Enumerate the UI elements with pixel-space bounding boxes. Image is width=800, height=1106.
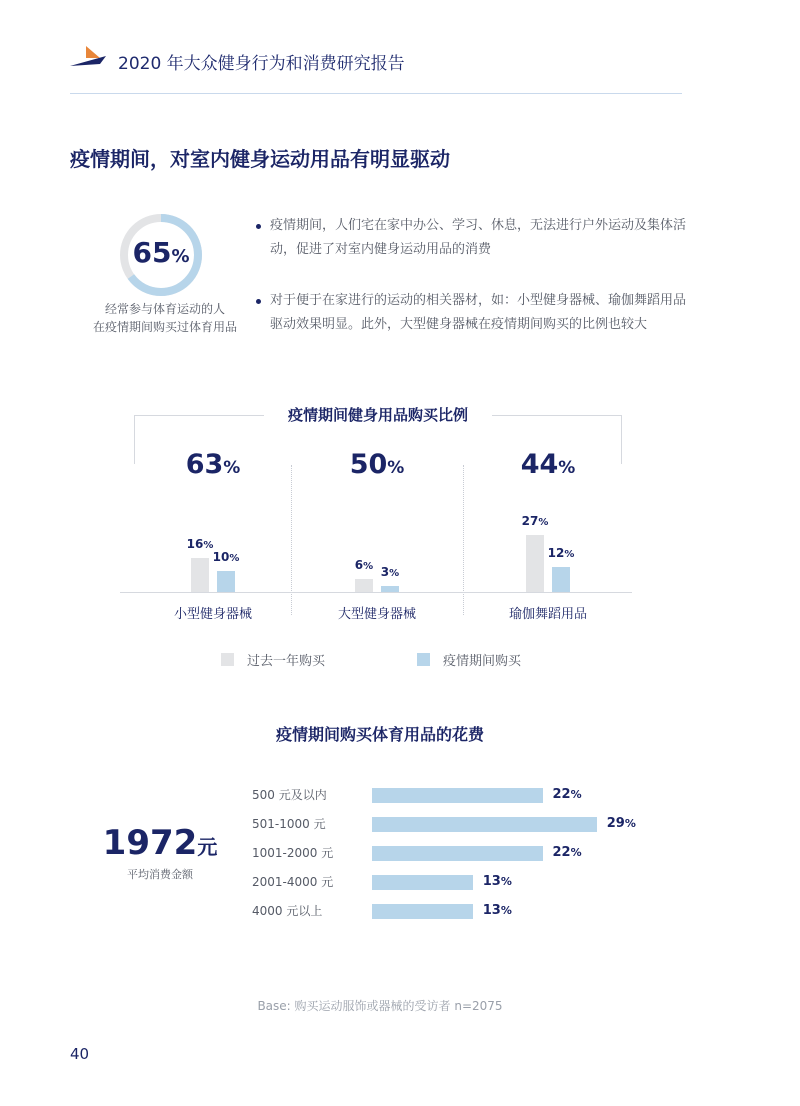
spend-range-label: 4000 元以上: [252, 904, 323, 918]
percent-unit: %: [389, 567, 400, 579]
percent-unit: %: [223, 458, 241, 478]
group-total: 50%: [349, 449, 405, 480]
bar-pandemic: [217, 571, 235, 592]
percent-unit: %: [624, 817, 636, 830]
bar-past-year: [526, 535, 544, 592]
header-divider: [70, 93, 682, 94]
bullet-dot-icon: [256, 299, 261, 304]
highlight-number: 65: [132, 236, 172, 269]
bar-value-label: 6%: [354, 558, 374, 573]
bar-value-label: 3%: [380, 564, 400, 579]
bullet-text: 疫情期间，人们宅在家中办公、学习、休息，无法进行户外运动及集体活动，促进了对室内健身运动用品的消费: [270, 218, 687, 257]
bar-value-label: 12%: [547, 545, 575, 560]
percent-unit: %: [570, 788, 582, 801]
legend-label-past-year: 过去一年购买: [247, 654, 326, 669]
bar-value-label: 27%: [521, 514, 549, 529]
legend-swatch-past-year: [221, 653, 234, 666]
percent-unit: %: [570, 846, 582, 859]
highlight-unit: %: [171, 246, 190, 267]
group-total: 63%: [185, 449, 241, 480]
spend-value-label: 29%: [606, 816, 636, 831]
average-spend: [90, 823, 230, 863]
bullet-item: [256, 214, 696, 262]
group-total: 44%: [520, 449, 576, 480]
report-title: 2020 年大众健身行为和消费研究报告: [118, 54, 405, 74]
section-title: 疫情期间，对室内健身运动用品有明显驱动: [70, 147, 450, 171]
bar-value-label: 16%: [186, 537, 214, 552]
average-spend-caption: 平均消费金额: [127, 868, 193, 881]
category-label: 瑜伽舞蹈用品: [508, 607, 587, 622]
spend-bar: [372, 846, 543, 861]
percent-unit: %: [203, 540, 214, 552]
percent-unit: %: [500, 875, 512, 888]
average-spend-unit: 元: [197, 835, 218, 859]
spend-range-label: 1001-2000 元: [252, 846, 334, 860]
bullet-list: [256, 214, 696, 364]
report-logo-icon: [70, 44, 110, 74]
legend-label-pandemic: 疫情期间购买: [443, 654, 522, 669]
percent-unit: %: [564, 548, 575, 560]
chart2-title: 疫情期间购买体育用品的花费: [275, 725, 484, 744]
bullet-item: [256, 289, 696, 337]
highlight-caption-line1: 经常参与体育运动的人: [104, 302, 225, 316]
bar-pandemic: [552, 567, 570, 592]
page-number: 40: [70, 1045, 90, 1063]
legend-swatch-pandemic: [417, 653, 430, 666]
spend-bar: [372, 875, 473, 890]
percent-unit: %: [500, 904, 512, 917]
percent-unit: %: [229, 553, 240, 564]
chart1-baseline: [120, 592, 632, 593]
bar-value-label: 10%: [212, 550, 240, 564]
category-label: 大型健身器械: [337, 607, 416, 622]
average-spend-number: 1972: [102, 823, 198, 863]
percent-unit: %: [538, 517, 549, 529]
base-note: Base: 购买运动服饰或器械的受访者 n=2075: [257, 999, 503, 1013]
spend-value-label: 13%: [482, 874, 512, 889]
percent-unit: %: [387, 458, 405, 478]
bar-past-year: [355, 579, 373, 592]
bullet-text: 对于便于在家进行的运动的相关器材，如：小型健身器械、瑜伽舞蹈用品驱动效果明显。此外，大型健身器械在疫情期间购买的比例也较大: [270, 293, 687, 332]
chart1-title: 疫情期间健身用品购买比例: [264, 404, 492, 425]
percent-unit: %: [363, 561, 374, 573]
highlight-caption-line2: 在疫情期间购买过体育用品: [92, 320, 237, 334]
spend-value-label: 13%: [482, 903, 512, 918]
spend-range-label: 500 元及以内: [252, 788, 327, 802]
spend-value-label: 22%: [552, 787, 582, 802]
percent-unit: %: [558, 458, 576, 478]
category-label: 小型健身器械: [173, 607, 252, 622]
spend-bar: [372, 904, 473, 919]
highlight-caption: [80, 300, 250, 336]
spend-bar: [372, 788, 543, 803]
highlight-value: [118, 236, 204, 269]
spend-range-label: 2001-4000 元: [252, 875, 334, 889]
bullet-dot-icon: [256, 224, 261, 229]
spend-value-label: 22%: [552, 845, 582, 860]
spend-range-label: 501-1000 元: [252, 817, 326, 831]
spend-bar: [372, 817, 597, 832]
